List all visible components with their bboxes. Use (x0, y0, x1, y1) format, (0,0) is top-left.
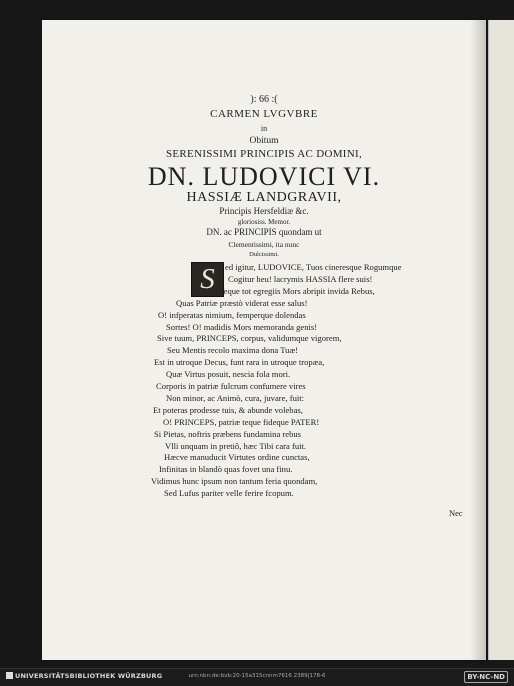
verse-line: Sed Lufus pariter velle ferire fcopum. (164, 488, 294, 499)
page-number: ): 66 :( (250, 94, 278, 105)
license-badge[interactable]: BY-NC-ND (464, 671, 508, 683)
title-dn-ac: DN. ac PRINCIPIS quondam ut (206, 227, 322, 237)
verse-line: Quæ Virtus posuit, nescia fola mori. (166, 369, 291, 380)
verse-line: Si Pietas, noftris præbens fundamina rebus (154, 428, 302, 439)
decorated-initial: S (191, 262, 224, 297)
scanned-page (42, 20, 486, 660)
verse-line: O! PRINCEPS, patriæ teque fideque PATER! (163, 416, 320, 427)
verse-line: Et poteras prodesse tuis, & abunde volebas, (153, 404, 303, 415)
title-carmen: CARMEN LVGVBRE (210, 108, 318, 120)
verse-line: Infinitas in blandò quas fovet una finu. (159, 464, 293, 475)
verse-line: Cogitur heu! lacrymis HASSIA flere suis! (228, 273, 373, 284)
verse-line: Teque tot egregiis Mors abripit invida Rebus, (219, 285, 375, 296)
urn-identifier[interactable]: urn:nbn:de:bvb:20-15a315cnnm7616 2389|178-6 (188, 673, 326, 679)
verse-line: Sive tuum, PRINCEPS, corpus, validumque vigorem, (157, 333, 342, 344)
title-serenissimi: SERENISSIMI PRINCIPIS AC DOMINI, (165, 148, 362, 160)
footer-bar (0, 668, 514, 686)
next-page-edge (488, 20, 514, 660)
library-name: UNIVERSITÄTSBIBLIOTHEK WÜRZBURG (15, 672, 163, 680)
title-dn-ludovici: DN. LUDOVICI VI. (147, 162, 381, 191)
verse-line: Vidimus hunc ipsum non tantum feria quondam, (151, 476, 318, 487)
title-in: in (260, 124, 268, 133)
title-clementissimi: Clementissimi, ita nunc (228, 240, 300, 249)
verse-line: ed igitur, LUDOVICE, Tuos cineresque Rogumque (225, 262, 402, 272)
title-obitum: Obitum (249, 136, 279, 146)
title-gloriosissimae: gloriosiss. Memor. (237, 218, 291, 226)
verse-line: O! infperatas nimium, femperque dolendas (158, 309, 306, 320)
verse-line: Est in utroque Decus, funt rara in utroque tropæa, (154, 357, 325, 368)
title-principis: Principis Hersfeldiæ &c. (219, 206, 309, 216)
title-dulcissimi: Dulcissimi. (249, 251, 279, 258)
verse-line: Hæcve manuducit Virtutes ordine cunctas, (164, 452, 310, 463)
verse-line: Sortes! O! madidis Mors memoranda genis! (166, 321, 318, 332)
page-gutter-shadow (470, 20, 486, 660)
verse-line: Non minor, ac Animò, cura, juvare, fuit: (166, 392, 305, 403)
verse-line: Vlli unquam in pretiô, hæc Tibi cara fuit. (165, 440, 307, 451)
title-hassiae: HASSIÆ LANDGRAVII, (186, 190, 342, 205)
verse-line: Quas Patriæ præstò viderat esse salus! (176, 297, 308, 308)
verse-line: Seu Mentis recolo maxima dona Tuæ! (167, 345, 299, 356)
catchword: Nec (449, 508, 463, 518)
verse-line: Corporis in patriæ fulcrum confumere vires (156, 381, 306, 391)
